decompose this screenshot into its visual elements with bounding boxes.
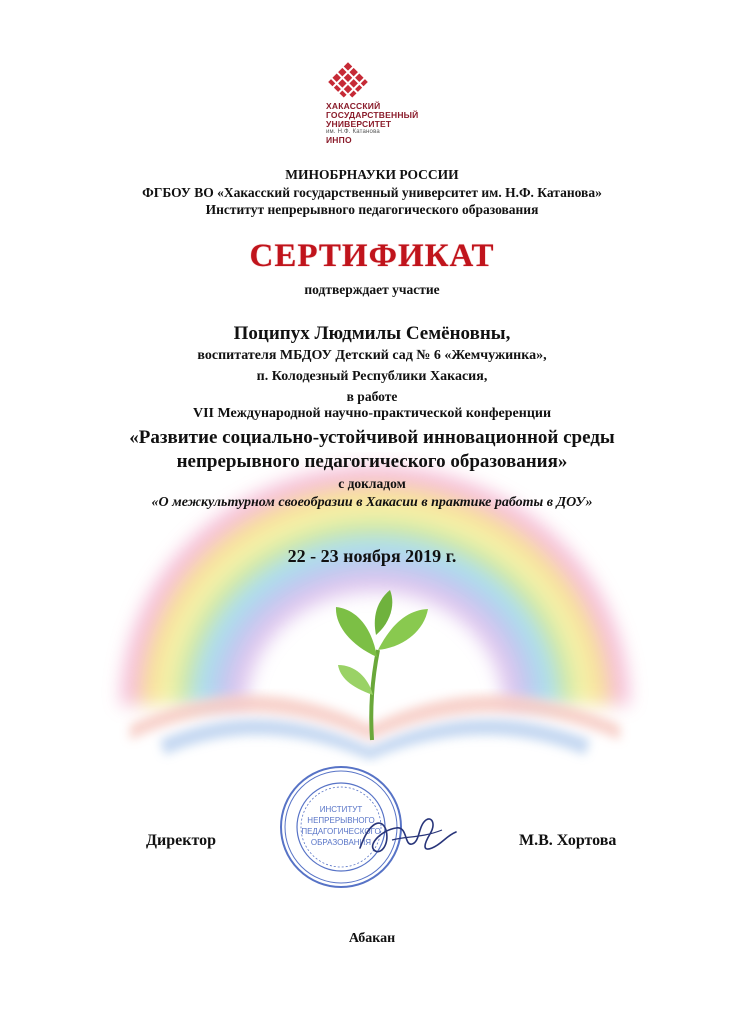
participant-name: Поципух Людмилы Семёновны, xyxy=(233,323,511,344)
university-logo xyxy=(322,62,432,152)
university-logo-text xyxy=(326,102,436,145)
participant-position: воспитателя МБДОУ Детский сад № 6 «Жемчужинка», xyxy=(197,348,547,363)
stamp-line: ПЕДАГОГИЧЕСКОГО xyxy=(301,827,381,836)
confirms-participation: подтверждает участие xyxy=(304,282,440,297)
participant-place: п. Колодезный Республики Хакасия, xyxy=(256,369,488,384)
conference-title-line-2: непрерывного педагогического образования» xyxy=(176,451,568,472)
city-name: Абакан xyxy=(348,931,396,946)
signer-name: М.В. Хортова xyxy=(519,832,617,849)
logo-line: ГОСУДАРСТВЕННЫЙ xyxy=(326,110,419,120)
conference-date: 22 - 23 ноября 2019 г. xyxy=(287,546,457,566)
director-role: Директор xyxy=(146,832,216,849)
logo-small-line: им. Н.Ф. Катанова xyxy=(326,129,380,135)
organization-name: ФГБОУ ВО «Хакасский государственный университет им. Н.Ф. Катанова» xyxy=(142,185,602,200)
institute-name: Институт непрерывного педагогического образования xyxy=(205,202,539,217)
stamp-line: ИНСТИТУТ xyxy=(319,805,363,814)
conference-name: VII Международной научно-практической конференции xyxy=(192,406,552,421)
report-title: «О межкультурном своеобразии в Хакасии в практике работы в ДОУ» xyxy=(151,495,593,510)
ministry-name: МИНОБРНАУКИ РОССИИ xyxy=(285,167,459,182)
logo-unit: ИНПО xyxy=(326,135,352,145)
certificate-title: СЕРТИФИКАТ xyxy=(249,238,495,274)
director-signature xyxy=(352,800,462,870)
stamp-line: НЕПРЕРЫВНОГО xyxy=(307,816,375,825)
stamp-line: ОБРАЗОВАНИЯ xyxy=(310,838,372,847)
university-emblem-icon xyxy=(328,62,368,102)
logo-line: УНИВЕРСИТЕТ xyxy=(326,119,392,129)
logo-line: ХАКАССКИЙ xyxy=(326,101,381,111)
conference-title-line-1: «Развитие социально-устойчивой инновационной среды xyxy=(129,427,615,448)
with-report-label: с докладом xyxy=(338,476,406,491)
in-work-label: в работе xyxy=(346,389,398,404)
